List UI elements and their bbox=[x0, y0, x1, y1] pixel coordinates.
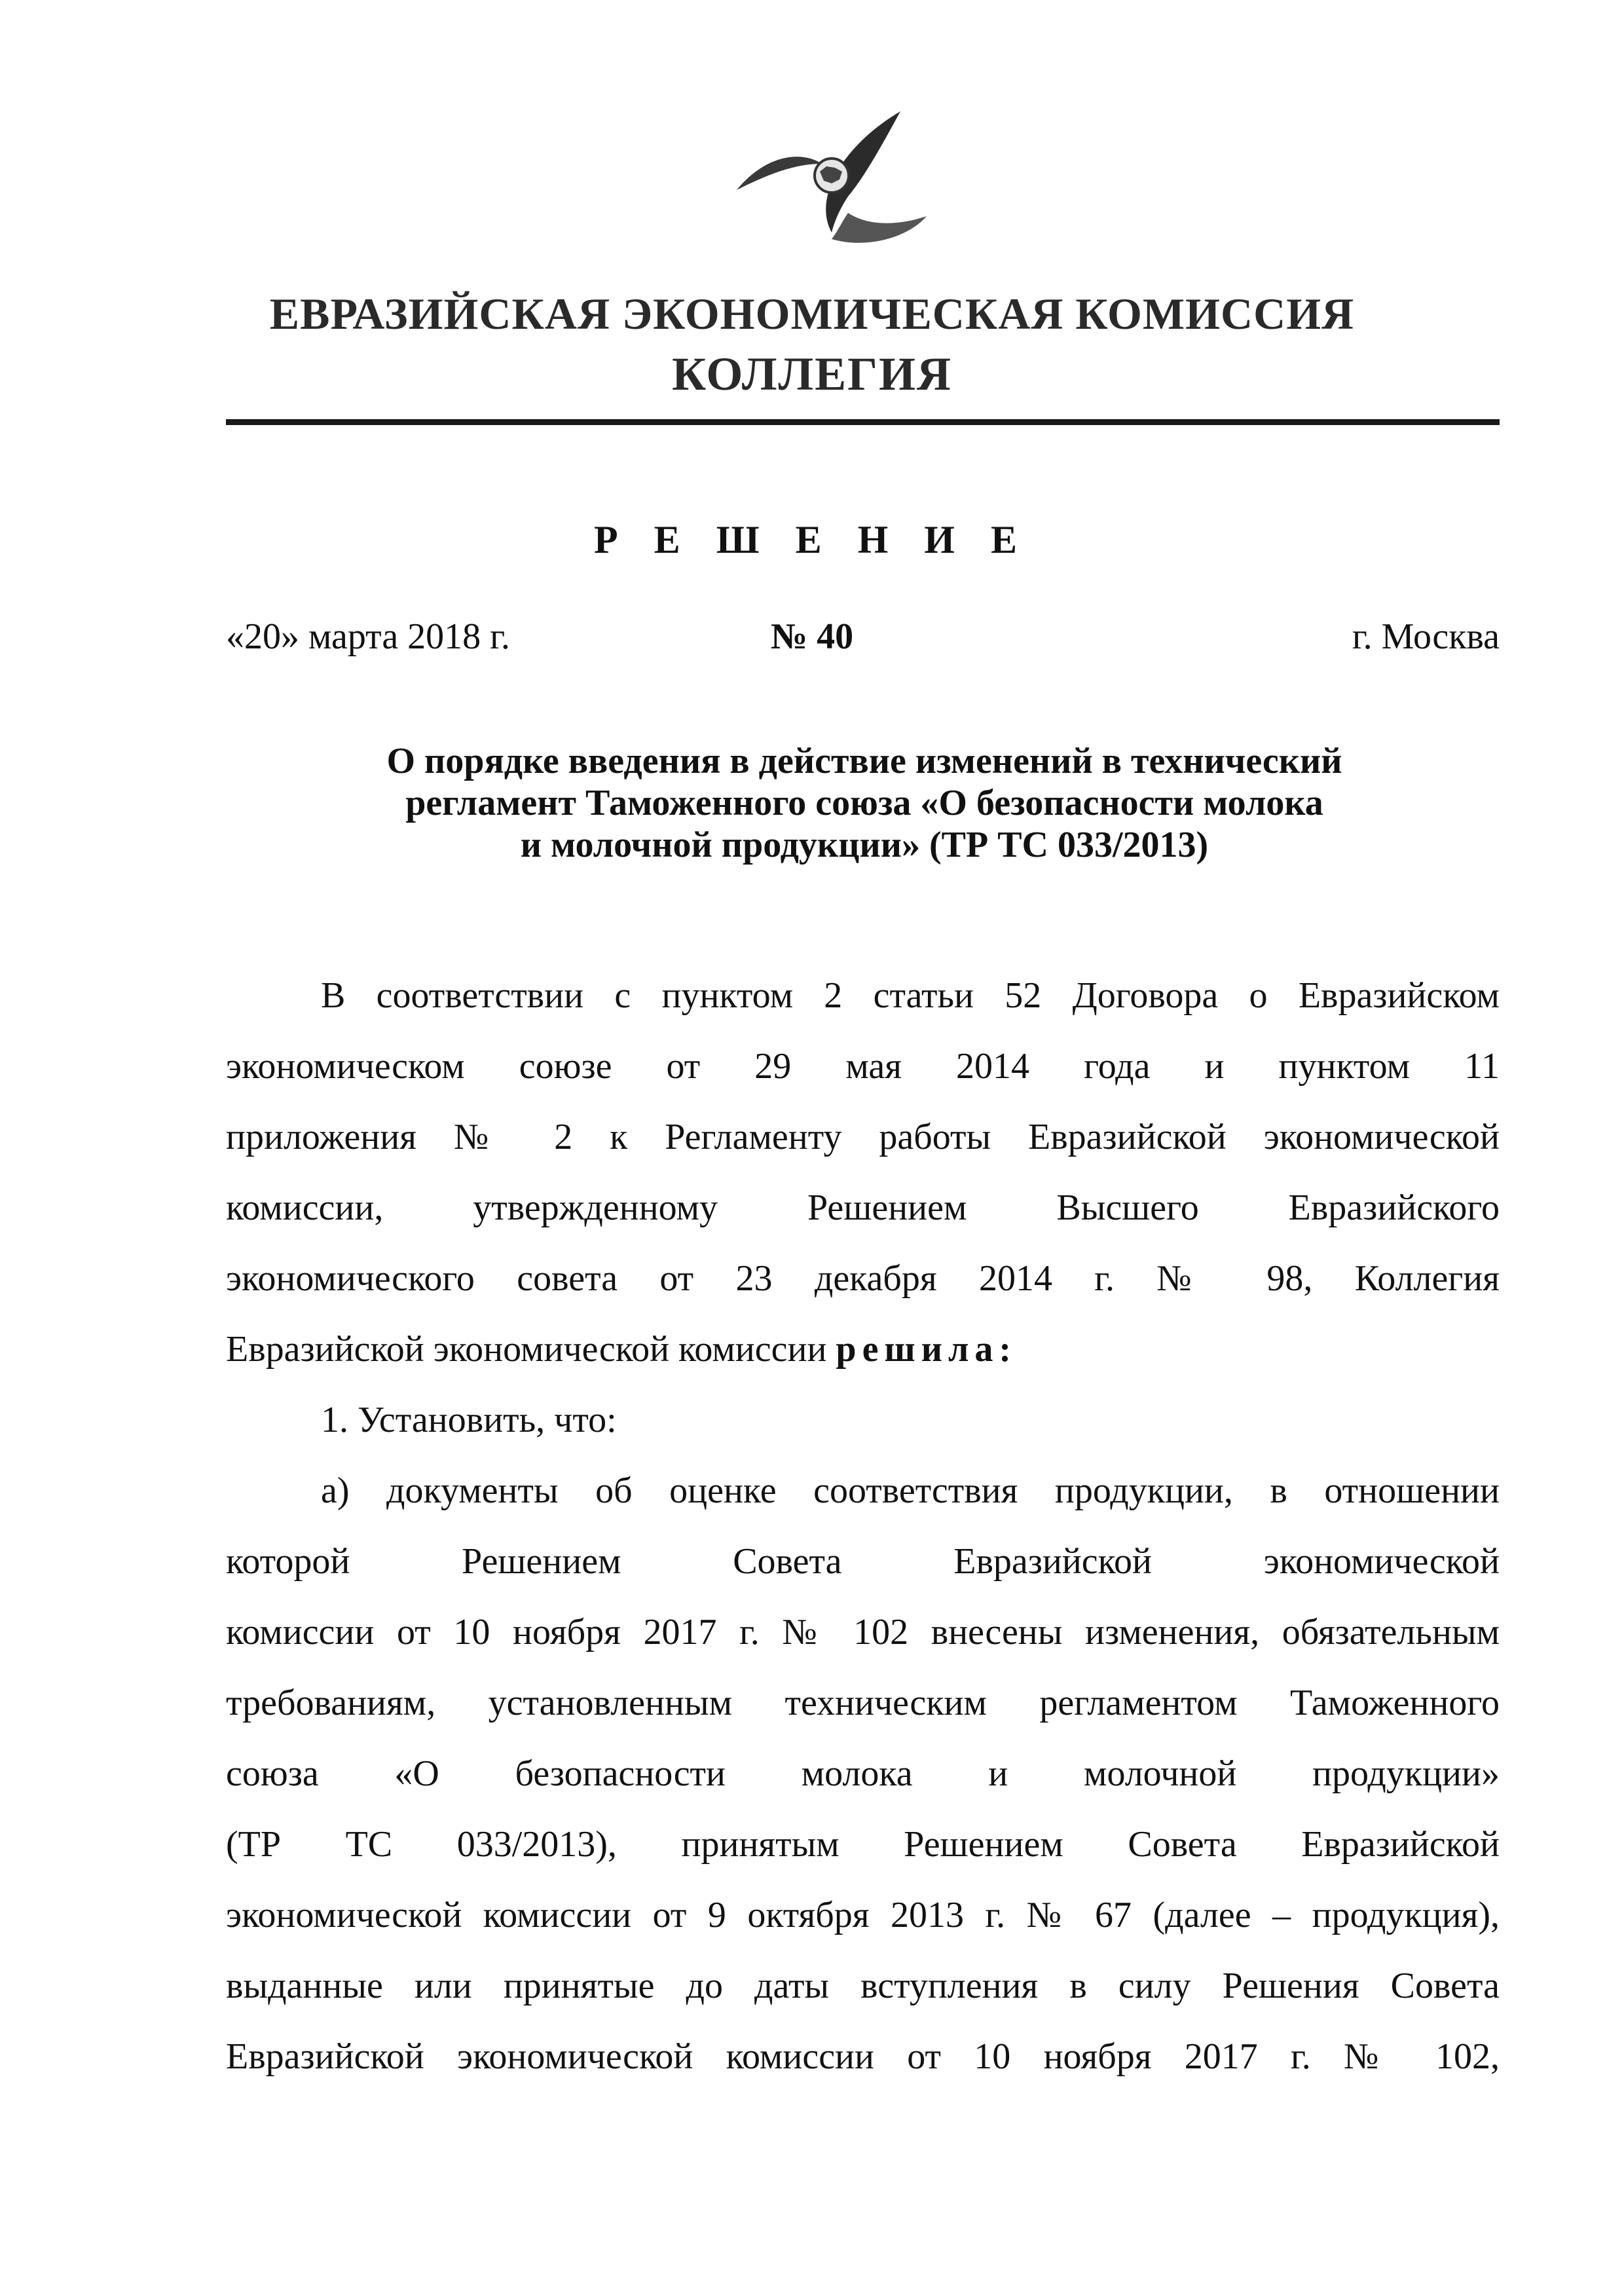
text-fragment: Евразийской экономической комиссии bbox=[226, 1329, 827, 1370]
organization-name: ЕВРАЗИЙСКАЯ ЭКОНОМИЧЕСКАЯ КОМИССИЯ bbox=[269, 289, 1355, 339]
text-line: Евразийской экономической комиссии от 10 ноября 2017 г. № 102, bbox=[226, 2036, 1500, 2077]
text-line: (ТР ТС 033/2013), принятым Решением Совета Евразийской bbox=[226, 1824, 1500, 1865]
organization-body: КОЛЛЕГИЯ bbox=[672, 348, 952, 400]
document-date: «20» марта 2018 г. bbox=[226, 616, 510, 657]
text-line: экономического совета от 23 декабря 2014 г. № 98, Коллегия bbox=[226, 1258, 1500, 1299]
decision-word: решила: bbox=[836, 1329, 1018, 1370]
text-line bbox=[226, 1314, 1500, 1385]
title-line: и молочной продукции» (ТР ТС 033/2013) bbox=[520, 825, 1209, 865]
text-line: экономическом союзе от 29 мая 2014 года и пунктом 11 bbox=[226, 1046, 1500, 1087]
document-city: г. Москва bbox=[1352, 616, 1500, 657]
document-title bbox=[223, 740, 1506, 866]
text-line: которой Решением Совета Евразийской экономической bbox=[226, 1541, 1500, 1582]
text-line: комиссии, утвержденному Решением Высшего Евразийского bbox=[226, 1187, 1500, 1228]
text-line: требованиям, установленным техническим регламентом Таможенного bbox=[226, 1683, 1500, 1723]
title-line: регламент Таможенного союза «О безопасности молока bbox=[405, 783, 1323, 823]
document-number: № 40 bbox=[770, 616, 854, 657]
document-type: Р Е Ш Е Н И Е bbox=[594, 518, 1030, 561]
text-line: а) документы об оценке соответствия продукции, в отношении bbox=[321, 1470, 1500, 1511]
preamble-paragraph bbox=[226, 960, 1500, 2092]
text-line: экономической комиссии от 9 октября 2013 г. № 67 (далее – продукция), bbox=[226, 1895, 1500, 1935]
title-line: О порядке введения в действие изменений в технический bbox=[386, 741, 1342, 781]
text-line: союза «О безопасности молока и молочной продукции» bbox=[226, 1753, 1500, 1794]
text-line: комиссии от 10 ноября 2017 г. № 102 внесены изменения, обязательным bbox=[226, 1612, 1500, 1652]
eec-emblem bbox=[733, 98, 930, 275]
text-line: приложения № 2 к Регламенту работы Евразийской экономической bbox=[226, 1117, 1500, 1157]
header-divider bbox=[226, 419, 1500, 425]
text-line: выданные или принятые до даты вступления в силу Решения Совета bbox=[226, 1966, 1500, 2006]
text-line: В соответствии с пунктом 2 статьи 52 Договора о Евразийском bbox=[321, 975, 1500, 1016]
emblem-left-swoosh bbox=[737, 157, 822, 190]
emblem-lower-swoosh bbox=[832, 213, 927, 243]
clause-1: 1. Установить, что: bbox=[321, 1400, 617, 1440]
